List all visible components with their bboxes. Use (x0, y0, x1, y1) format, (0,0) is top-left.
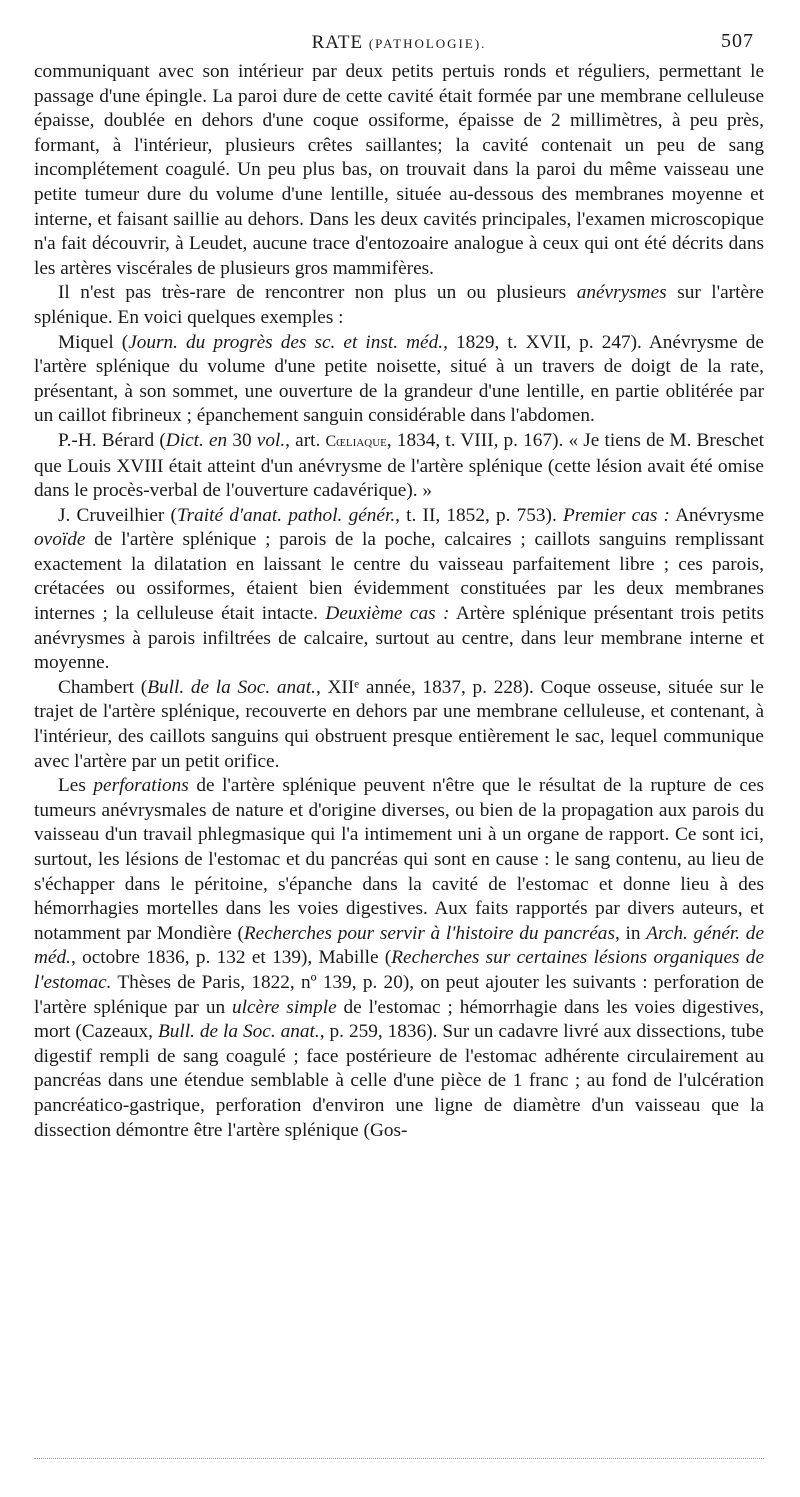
paragraph-4-text-c: , art. (285, 429, 321, 451)
body-text (34, 60, 764, 1143)
running-title-main: RATE (311, 32, 364, 53)
paragraph-7-italic-f: Bull. de la Soc. anat. (157, 1021, 320, 1043)
paragraph-4 (34, 429, 764, 504)
paragraph-7-text-a: Les (58, 775, 86, 797)
paragraph-4-italic-a: Dict. en (165, 429, 228, 451)
footer-divider (34, 1458, 764, 1459)
paragraph-7 (34, 774, 764, 1143)
paragraph-5-text-b: , t. II, 1852, p. 753). (395, 504, 557, 526)
paragraph-7-text-g: , p. 259, 1836). Sur un cadavre livré aux dissections, tube digestif rempli de sang coagulé ; face postérieure de l'estomac adhérente circulairement au pancréas dans une étendue semblable à celle d'une pièce de 1 franc ; au fond de l'ulcération pancréatico-gastrique, perforation d'environ une ligne de diamètre d'un vaisseau que la dissection démontre être l'artère splénique (Gos- (34, 1021, 764, 1141)
paragraph-2-text-b: sur l'artère splénique. En voici quelques exemples : (34, 282, 764, 328)
paragraph-4-text-d: , 1834, t. VIII, p. 167). « Je tiens de M. Breschet que Louis XVIII était atteint d'un anévrysme de l'artère splénique (cette lésion avait été omise dans le procès-verbal de l'ouverture cadavérique). » (34, 429, 765, 502)
paragraph-7-italic-d: Recherches sur certaines lésions organiques de l'estomac. (34, 947, 765, 993)
page (34, 30, 764, 1143)
paragraph-7-text-e: Thèses de Paris, 1822, nº 139, p. 20), on peut ajouter les suivants : perforation de l'artère splénique par un (34, 971, 764, 1018)
paragraph-3-italic: Journ. du progrès des sc. et inst. méd. (128, 331, 444, 353)
paragraph-7-text-b: de l'artère splénique peuvent n'être que le résultat de la rupture de ces tumeurs anévrysmales de nature et d'origine diverses, ou bien de la propagation aux parois du vaisseau d'un travail phlegmasique qui l'a intimement uni à un organe de rapport. Ce sont ici, surtout, les lésions de l'estomac et du pancréas qui sont en cause : le sang contenu, au lieu de s'échapper dans le péritoine, s'épanche dans la cavité de l'estomac et donne lieu à des hémorrhagies mortelles dans les voies digestives. Aux faits rapportés par divers auteurs, et notamment par Mondière ( (34, 775, 764, 944)
paragraph-4-text-a: P.-H. Bérard ( (58, 429, 166, 451)
paragraph-5-text-d: de l'artère splénique ; parois de la poche, calcaires ; caillots sanguins remplissant exactement la dilatation en laissant le centre du vaisseau parfaitement libre ; ces parois, crétacées ou ossiformes, étaient bien évidemment constituées par les deux membranes internes ; la celluleuse était intacte. (34, 529, 764, 625)
paragraph-6-italic: Bull. de la Soc. anat. (147, 676, 316, 698)
paragraph-7-italic-b: Recherches pour servir à l'histoire du pancréas (243, 922, 615, 944)
paragraph-6 (34, 676, 764, 774)
paragraph-5-italic-b: Premier cas : (563, 504, 670, 526)
paragraph-1 (34, 60, 764, 281)
paragraph-7-text-f: de l'estomac ; hémorrhagie dans les voies digestives, mort (Cazeaux, (34, 996, 764, 1043)
running-title-sub: (PATHOLOGIE). (368, 36, 487, 51)
paragraph-5-italic-d: Deuxième cas : (325, 603, 450, 625)
paragraph-3-text-b: , 1829, t. XVII, p. 247). Anévrysme de l'artère splénique du volume d'une petite noisette, situé à un travers de doigt de la rate, présentant, à son sommet, une ouverture de la grandeur d'une lentille, en partie oblitérée par un caillot fibrineux ; épanchement sanguin considérable dans l'abdomen. (34, 331, 764, 427)
paragraph-4-text-b: 30 (232, 429, 252, 451)
paragraph-7-text-d: , octobre 1836, p. 132 et 139), Mabille ( (70, 947, 392, 969)
paragraph-5-text-c: Anévrysme (675, 504, 765, 526)
paragraph-6-text-a: Chambert ( (58, 676, 148, 698)
paragraph-4-smallcaps: Cœliaque (325, 432, 387, 450)
paragraph-5 (34, 504, 764, 676)
paragraph-3-text-a: Miquel ( (58, 331, 129, 353)
running-header (34, 30, 764, 60)
paragraph-2-italic: anévrysmes (576, 282, 667, 304)
paragraph-7-text-c: , in (614, 922, 641, 944)
paragraph-3 (34, 331, 764, 429)
paragraph-7-italic-a: perforations (93, 775, 189, 797)
paragraph-7-italic-e: ulcère simple (231, 996, 337, 1018)
paragraph-5-text-e: Artère splénique présentant trois petits anévrysmes à parois infiltrées de calcaire, surtout au centre, dans leur membrane interne et moyenne. (34, 603, 765, 674)
paragraph-2-text-a: Il n'est pas très-rare de rencontrer non plus un ou plusieurs (58, 282, 567, 304)
paragraph-1-text: communiquant avec son intérieur par deux petits pertuis ronds et réguliers, permettant le passage d'une épingle. La paroi dure de cette cavité était formée par une membrane celluleuse épaisse, doublée en dehors d'une coque ossiforme, épaisse de 2 millimètres, à peu près, formant, à l'intérieur, plusieurs crêtes saillantes; la cavité contenait un peu de sang incomplétement coagulé. Un peu plus bas, on trouvait dans la paroi du même vaisseau une petite tumeur dure du volume d'une lentille, située au-dessous des membranes moyenne et interne, et faisant saillie au dehors. Dans les deux cavités principales, l'examen microscopique n'a fait découvrir, à Leudet, aucune trace d'entozoaire analogue à ceux qui ont été décrits dans les artères viscérales de plusieurs gros mammifères. (34, 61, 764, 279)
paragraph-7-italic-c: Arch. génér. de méd. (34, 922, 764, 969)
page-number: 507 (721, 30, 754, 52)
paragraph-5-italic-c: ovoïde (34, 529, 86, 551)
paragraph-4-italic-b: vol. (256, 429, 286, 451)
paragraph-5-text-a: J. Cruveilhier ( (58, 504, 177, 526)
paragraph-2 (34, 281, 764, 330)
running-title (34, 32, 764, 54)
paragraph-5-italic-a: Traité d'anat. pathol. génér. (176, 504, 396, 526)
paragraph-6-text-b: , XIIᵉ année, 1837, p. 228). Coque osseuse, située sur le trajet de l'artère splénique, recouverte en dehors par une membrane celluleuse, et contenant, à l'intérieur, des caillots sanguins qui obstruent presque entièrement le sac, lequel communique avec l'artère par un petit orifice. (34, 676, 764, 772)
